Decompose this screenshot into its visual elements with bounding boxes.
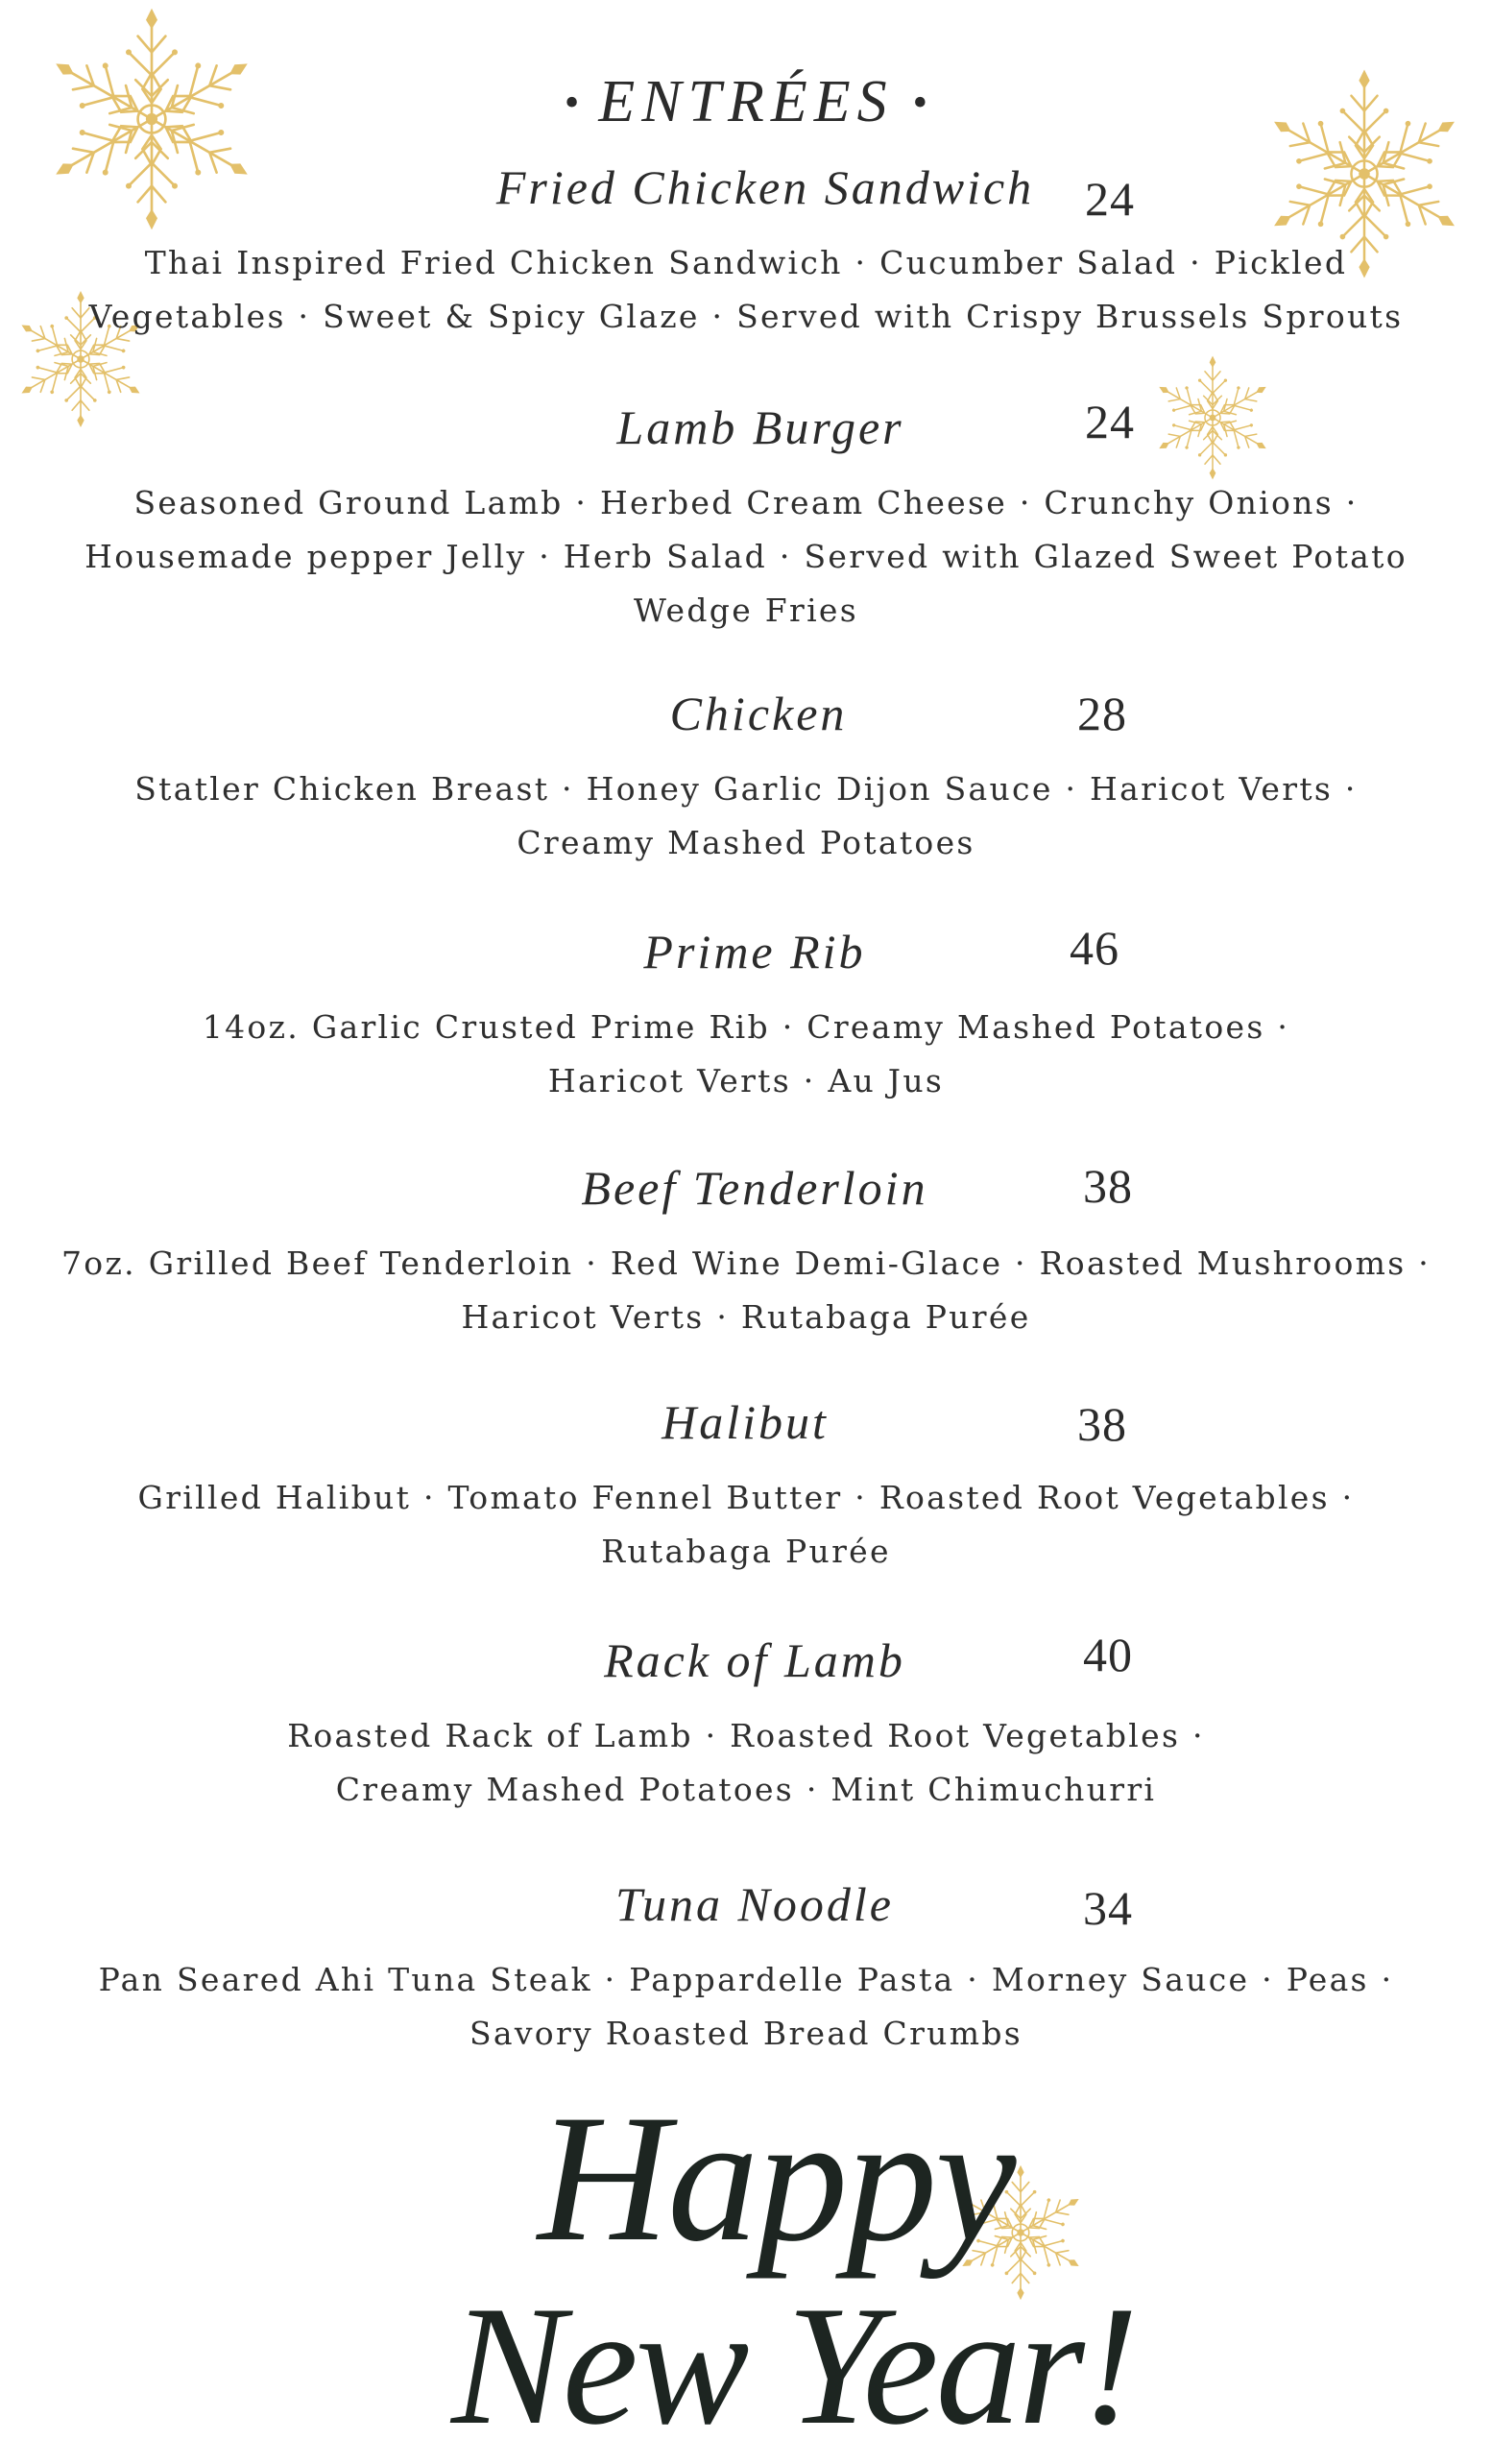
- item-description: [0, 476, 1492, 638]
- item-price: 46: [1070, 921, 1119, 975]
- description-line: Roasted Rack of Lamb · Roasted Root Vegetables ·: [287, 1717, 1205, 1754]
- item-price: 40: [1083, 1628, 1133, 1681]
- item-description: [0, 762, 1492, 870]
- menu-item-tuna-noodle: [0, 1876, 1492, 2052]
- description-line: Seasoned Ground Lamb · Herbed Cream Cheese · Crunchy Onions ·: [133, 484, 1359, 521]
- heading-bullet-right: •: [912, 78, 928, 126]
- item-description: [0, 1001, 1492, 1108]
- description-line: Wedge Fries: [633, 592, 858, 629]
- description-line: Savory Roasted Bread Crumbs: [469, 2015, 1023, 2052]
- item-name: Lamb Burger: [616, 400, 904, 454]
- description-line: Haricot Verts · Rutabaga Purée: [461, 1298, 1031, 1336]
- heading-bullet-left: •: [564, 78, 580, 126]
- description-line: Statler Chicken Breast · Honey Garlic Dijon Sauce · Haricot Verts ·: [134, 770, 1358, 808]
- description-line: 7oz. Grilled Beef Tenderloin · Red Wine Demi-Glace · Roasted Mushrooms ·: [60, 1244, 1432, 1282]
- item-description: [0, 1237, 1492, 1344]
- description-line: Housemade pepper Jelly · Herb Salad · Served with Glazed Sweet Potato: [84, 538, 1408, 575]
- greeting-new-year: New Year!: [451, 2270, 1137, 2460]
- menu-item-rack-of-lamb: [0, 1628, 1492, 1808]
- item-name: Tuna Noodle: [615, 1877, 894, 1931]
- item-price: 28: [1077, 687, 1127, 740]
- description-line: Thai Inspired Fried Chicken Sandwich · Cucumber Salad · Pickled: [144, 244, 1348, 281]
- section-heading: [0, 63, 1492, 140]
- item-description: [0, 1709, 1492, 1817]
- description-line: Pan Seared Ahi Tuna Steak · Pappardelle Pasta · Morney Sauce · Peas ·: [98, 1961, 1394, 1998]
- description-line: Grilled Halibut · Tomato Fennel Butter · Roasted Root Vegetables ·: [137, 1479, 1355, 1516]
- item-name: Prime Rib: [643, 925, 866, 978]
- item-name: Chicken: [669, 687, 848, 740]
- item-price: 38: [1077, 1397, 1127, 1451]
- menu-item-chicken: [0, 686, 1492, 861]
- description-line: Haricot Verts · Au Jus: [547, 1062, 945, 1099]
- section-title: ENTRÉES: [598, 68, 894, 134]
- item-price: 24: [1085, 172, 1135, 226]
- menu-item-halibut: [0, 1394, 1492, 1570]
- menu-item-lamb-burger: [0, 395, 1492, 629]
- menu-item-fried-chicken-sandwich: [0, 159, 1492, 335]
- item-price: 34: [1083, 1881, 1133, 1935]
- menu-item-beef-tenderloin: [0, 1159, 1492, 1336]
- description-line: 14oz. Garlic Crusted Prime Rib · Creamy Mashed Potatoes ·: [202, 1008, 1290, 1046]
- item-name: Fried Chicken Sandwich: [495, 160, 1035, 214]
- item-price: 24: [1085, 395, 1135, 448]
- description-line: Creamy Mashed Potatoes: [517, 824, 975, 861]
- greeting-happy: Happy: [538, 2078, 1015, 2280]
- item-description: [0, 1953, 1492, 2061]
- description-line: Vegetables · Sweet & Spicy Glaze · Served with Crispy Brussels Sprouts: [88, 298, 1404, 335]
- item-description: [0, 1471, 1492, 1579]
- item-name: Halibut: [662, 1395, 829, 1449]
- menu-item-prime-rib: [0, 921, 1492, 1099]
- item-name: Rack of Lamb: [604, 1633, 905, 1687]
- description-line: Creamy Mashed Potatoes · Mint Chimuchurri: [335, 1771, 1157, 1808]
- item-description: [0, 236, 1492, 344]
- item-name: Beef Tenderloin: [581, 1161, 928, 1215]
- description-line: Rutabaga Purée: [601, 1533, 891, 1570]
- item-price: 38: [1083, 1159, 1133, 1213]
